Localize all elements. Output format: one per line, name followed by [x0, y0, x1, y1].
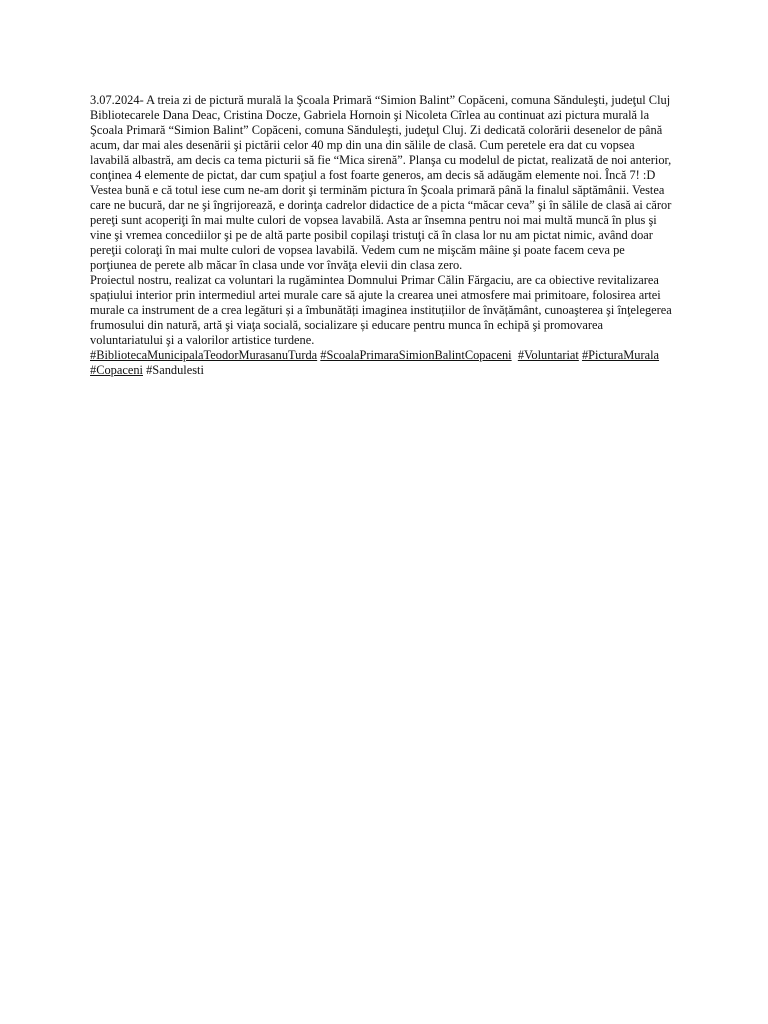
document-paragraph-1: Bibliotecarele Dana Deac, Cristina Docze, Gabriela Hornoin şi Nicoleta Cîrlea au continuat azi pictura murală la Şcoala Primară “Simion Balint” Copăceni, comuna Sănduleşti, judeţul Cluj. Zi dedicată colorării desenelor de până acum, dar mai ales desenării şi pictării celor 40 mp din una din sălile de clasă. Cum peretele era dat cu vopsea lavabilă albastră, am decis ca tema picturii să fie “Mica sirenă”. Planşa cu modelul de pictat, realizată de noi anterior, conţinea 4 elemente de pictat, dar cum spaţiul a fost foarte generos, am decis să adăugăm elemente noi. Încă 7! :D Vestea bună e că totul iese cum ne-am dorit şi terminăm pictura în Şcoala primară până la finalul săptămânii. Vestea care ne bucură, dar ne şi îngrijorează, e dorinţa cadrelor didactice de a picta “măcar ceva” şi în sălile de clasă ai căror pereţi sunt acoperiţi în mai multe culori de vopsea lavabilă. Asta ar însemna pentru noi mai multă muncă în plus şi vine şi vremea concediilor şi pe de altă parte posibil copilaşi tristuţi că în clasa lor nu am pictat nimic, având doar pereţii coloraţi în mai multe culori de vopsea lavabilă. Vedem cum ne mişcăm mâine şi poate facem ceva pe porţiunea de perete alb măcar în clasa unde vor învăţa elevii din clasa zero.: [90, 108, 672, 272]
hashtag-link-pictura[interactable]: #PicturaMurala: [581, 348, 660, 362]
hashtag-text-sandulesti: #Sandulesti: [146, 363, 204, 377]
hashtag-link-copaceni[interactable]: #Copaceni: [90, 363, 143, 377]
document-body: [90, 93, 672, 378]
hashtag-line: [90, 348, 672, 378]
document-title-line: 3.07.2024- A treia zi de pictură murală la Şcoala Primară “Simion Balint” Copăceni, comuna Sănduleşti, judeţul Cluj: [90, 93, 671, 107]
hashtag-link-voluntariat[interactable]: #Voluntariat: [517, 348, 579, 362]
hashtag-link-biblioteca[interactable]: #BibliotecaMunicipalaTeodorMurasanuTurda: [90, 348, 318, 362]
document-paragraph-2: Proiectul nostru, realizat ca voluntari la rugămintea Domnului Primar Călin Fărgaciu, are ca obiective revitalizarea spațiului interior prin intermediul artei murale care să ajute la crearea unei atmosfere mai primitoare, folosirea artei murale ca instrument de a crea legături și a îmbunătăți imaginea instituțiilor de învățământ, cunoaşterea şi înţelegerea frumosului din natură, artă şi viaţa socială, socializare și educare pentru munca în echipă şi promovarea voluntariatului şi a valorilor artistice turdene.: [90, 273, 672, 347]
hashtag-link-scoala[interactable]: #ScoalaPrimaraSimionBalintCopaceni: [320, 348, 512, 362]
